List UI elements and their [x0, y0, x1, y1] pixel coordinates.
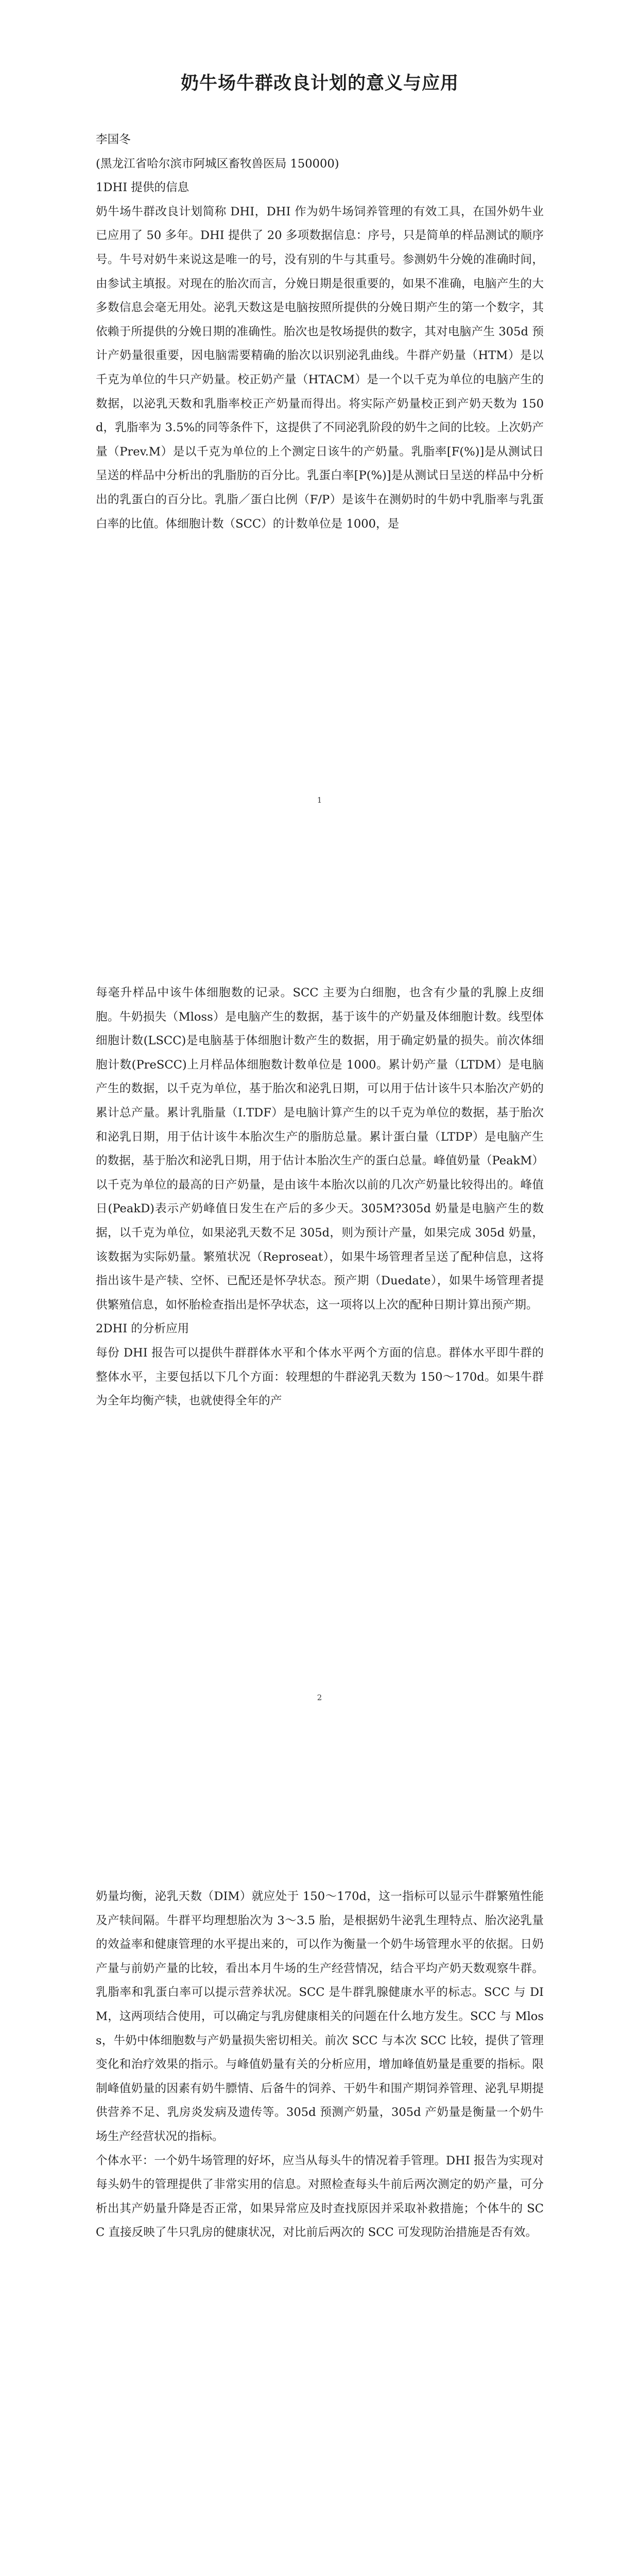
page-1-content: [96, 69, 544, 536]
paragraph: 奶牛场牛群改良计划简称 DHI，DHI 作为奶牛场饲养管理的有效工具，在国外奶牛业已应用了 50 多年。DHI 提供了 20 多项数据信息：序号，只是简单的样品测试的顺序号。牛号对奶牛来说这是唯一的号，没有别的牛与其重号。参测奶牛分娩的准确时间，由参试主填报。对现在的胎次而言，分娩日期是很重要的，如果不准确，电脑产生的大多数信息会毫无用处。泌乳天数这是电脑按照所提供的分娩日期产生的第一个数字，其依赖于所提供的分娩日期的准确性。胎次也是牧场提供的数字，其对电脑产生 305d 预计产奶量很重要，因电脑需要精确的胎次以识别泌乳曲线。牛群产奶量（HTM）是以千克为单位的牛只产奶量。校正奶产量（HTACM）是一个以千克为单位的电脑产生的数据，以泌乳天数和乳脂率校正产奶量而得出。将实际产奶量校正到产奶天数为 150d，乳脂率为 3.5%的同等条件下，这提供了不同泌乳阶段的奶牛之间的比较。上次奶产量（Prev.M）是以千克为单位的上个测定日该牛的产奶量。乳脂率[F(%)]是从测试日呈送的样品中分析出的乳脂肪的百分比。乳蛋白率[P(%)]是从测试日呈送的样品中分析出的乳蛋白的百分比。乳脂／蛋白比例（F/P）是该牛在测奶时的牛奶中乳脂率与乳蛋白率的比值。体细胞计数（SCC）的计数单位是 1000，是: [96, 205, 544, 531]
page-number: 1: [317, 795, 322, 805]
page-2: [0, 904, 639, 1807]
affiliation: (黑龙江省哈尔滨市阿城区畜牧兽医局 150000): [96, 157, 339, 171]
page-2-content: [96, 981, 544, 1413]
page-3-content: [96, 1885, 544, 2245]
paragraph: 奶量均衡，泌乳天数（DIM）就应处于 150～170d，这一指标可以显示牛群繁殖性能及产犊间隔。牛群平均理想胎次为 3～3.5 胎，是根据奶牛泌乳生理特点、胎次泌乳量的效益率和健康管理的水平提出来的，可以作为衡量一个奶牛场管理水平的依据。日奶产量与前奶产量的比较，看出本月牛场的生产经营情况，结合平均产奶天数观察牛群。乳脂率和乳蛋白率可以提示营养状况。SCC 是牛群乳腺健康水平的标志。SCC 与 DIM，这两项结合使用，可以确定与乳房健康相关的问题在什么地方发生。SCC 与 Mloss，牛奶中体细胞数与产奶量损失密切相关。前次 SCC 与本次 SCC 比较，提供了管理变化和治疗效果的指示。与峰值奶量有关的分析应用，增加峰值奶量是重要的指标。限制峰值奶量的因素有奶牛膘情、后备牛的饲养、干奶牛和围产期饲养管理、泌乳早期提供营养不足、乳房炎发病及遗传等。305d 预测产奶量，305d 产奶量是衡量一个奶牛场生产经营状况的指标。: [96, 1890, 544, 2143]
page-number: 2: [317, 1693, 322, 1702]
paragraph: 每毫升样品中该牛体细胞数的记录。SCC 主要为白细胞，也含有少量的乳腺上皮细胞。牛奶损失（Mloss）是电脑产生的数据，基于该牛的产奶量及体细胞计数。线型体细胞计数(LSCC)是电脑基于体细胞计数产生的数据，用于确定奶量的损失。前次体细胞计数(PreSCC)上月样品体细胞数计数单位是 1000。累计奶产量（LTDM）是电脑产生的数据，以千克为单位，基于胎次和泌乳日期，可以用于估计该牛只本胎次产奶的累计总产量。累计乳脂量（I.TDF）是电脑计算产生的以千克为单位的数据，基于胎次和泌乳日期，用于估计该牛本胎次生产的脂肪总量。累计蛋白量（LTDP）是电脑产生的数据，基于胎次和泌乳日期，用于估计本胎次生产的蛋白总量。峰值奶量（PeakM）以千克为单位的最高的日产奶量，是由该牛本胎次以前的几次产奶量比较得出的。峰值日(PeakD)表示产奶峰值日发生在产后的多少天。305M?305d 奶量是电脑产生的数据，以千克为单位，如果泌乳天数不足 305d，则为预计产量，如果完成 305d 奶量，该数据为实际奶量。繁殖状况（Reproseat），如果牛场管理者呈送了配种信息，这将指出该牛是产犊、空怀、已配还是怀孕状态。预产期（Duedate），如果牛场管理者提供繁殖信息，如怀胎检查指出是怀孕状态，这一项将以上次的配种日期计算出预产期。: [96, 986, 544, 1312]
author: 李国冬: [96, 133, 131, 146]
document-title: 奶牛场牛群改良计划的意义与应用: [180, 73, 459, 94]
paragraph: 每份 DHI 报告可以提供牛群群体水平和个体水平两个方面的信息。群体水平即牛群的整体水平，主要包括以下几个方面：较理想的牛群泌乳天数为 150～170d。如果牛群为全年均衡产犊，也就使得全年的产: [96, 1346, 544, 1408]
section-heading-2: 2DHI 的分析应用: [96, 1322, 189, 1336]
page-1: [0, 0, 639, 904]
section-heading-1: 1DHI 提供的信息: [96, 181, 189, 195]
paragraph: 个体水平：一个奶牛场管理的好坏，应当从每头牛的情况着手管理。DHI 报告为实现对每头奶牛的管理提供了非常实用的信息。对照检查每头牛前后两次测定的奶产量，可分析出其产奶量升降是否正常，如果异常应及时查找原因并采取补救措施；个体牛的 SCC 直接反映了牛只乳房的健康状况，对比前后两次的 SCC 可发现防治措施是否有效。: [96, 2154, 544, 2240]
page-3: [0, 1807, 639, 2576]
